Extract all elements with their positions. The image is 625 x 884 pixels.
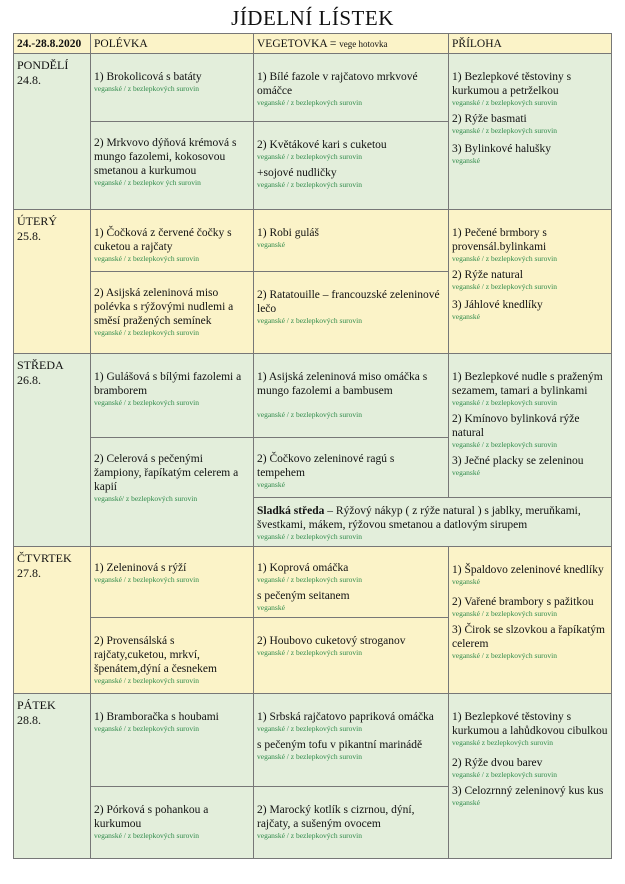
day-row-thursday bbox=[14, 547, 612, 618]
day-row-wednesday bbox=[14, 354, 612, 438]
menu-table bbox=[13, 33, 612, 859]
day-cell: PONDĚLÍ 24.8. bbox=[14, 54, 91, 210]
veg-item: 2) Houbovo cuketový stroganov veganské / z bezlepkových surovin bbox=[254, 618, 449, 694]
header-dates: 24.-28.8.2020 bbox=[14, 34, 91, 54]
veg-item: 2) Ratatouille – francouzské zeleninové lečo veganské / z bezlepkových surovin bbox=[254, 272, 449, 354]
veg-item: 1) Srbská rajčatovo papriková omáčka veganské / z bezlepkových surovin s pečeným tofu v pikantní marinádě veganské / z bezlepkových surovin bbox=[254, 694, 449, 787]
side-cell: 1) Špaldovo zeleninové knedlíky veganské 2) Vařené brambory s pažitkou veganské / z bezlepkových surovin 3) Čirok se slzovkou a řapíkatým celerem veganské / z bezlepkových surovin bbox=[449, 547, 612, 694]
day-cell: PÁTEK 28.8. bbox=[14, 694, 91, 859]
side-cell: 1) Bezlepkové nudle s praženým sezamem, tamari a bylinkami veganské / z bezlepkových surovin 2) Kmínovo bylinková rýže natural veganské / z bezlepkových surovin 3) Ječné placky se zeleninou veganské bbox=[449, 354, 612, 498]
soup-item: 2) Mrkvovo dýňová krémová s mungo fazolemi, kokosovou smetanou a kurkumou veganské / z bezlepkov ých surovin bbox=[91, 122, 254, 210]
page-title: JÍDELNÍ LÍSTEK bbox=[231, 6, 394, 30]
day-row-friday bbox=[14, 694, 612, 787]
soup-item: 2) Pórková s pohankou a kurkumou veganské / z bezlepkových surovin bbox=[91, 787, 254, 859]
veg-item: 1) Asijská zeleninová miso omáčka s mungo fazolemi a bambusem veganské / z bezlepkových surovin bbox=[254, 354, 449, 438]
day-cell: ÚTERÝ 25.8. bbox=[14, 210, 91, 354]
dessert-cell: Sladká středa – Rýžový nákyp ( z rýže natural ) s jablky, meruňkami, švestkami, mákem, rýžovou smetanou a datlovým sirupem veganské / z bezlepkových surovin bbox=[254, 498, 612, 547]
veg-item: 1) Bílé fazole v rajčatovo mrkvové omáčce veganské / z bezlepkových surovin bbox=[254, 54, 449, 122]
side-cell: 1) Bezlepkové těstoviny s kurkumou a petrželkou veganské / z bezlepkových surovin 2) Rýže basmati veganské / z bezlepkových surovin 3) Bylinkové halušky veganské bbox=[449, 54, 612, 210]
soup-item: 1) Bramboračka s houbami veganské / z bezlepkových surovin bbox=[91, 694, 254, 787]
veg-item: 2) Květákové kari s cuketou veganské / z bezlepkových surovin +sojové nudličky veganské / z bezlepkových surovin bbox=[254, 122, 449, 210]
day-cell: STŘEDA 26.8. bbox=[14, 354, 91, 547]
veg-item: 1) Robi guláš veganské bbox=[254, 210, 449, 272]
soup-item: 1) Zeleninová s rýží veganské / z bezlepkových surovin bbox=[91, 547, 254, 618]
veg-item: 2) Čočkovo zeleninové ragú s tempehem veganské bbox=[254, 438, 449, 498]
soup-item: 2) Asijská zeleninová miso polévka s rýžovými nudlemi a směsí pražených semínek veganské / z bezlepkových surovin bbox=[91, 272, 254, 354]
day-row-tuesday bbox=[14, 210, 612, 272]
header-row bbox=[14, 34, 612, 54]
soup-item: 2) Celerová s pečenými žampiony, řapíkatým celerem a kapií veganské/ z bezlepkových surovin bbox=[91, 438, 254, 547]
day-row-monday bbox=[14, 54, 612, 122]
side-cell: 1) Pečené brmbory s provensál.bylinkami veganské / z bezlepkových surovin 2) Rýže natural veganské / z bezlepkových surovin 3) Jáhlové knedlíky veganské bbox=[449, 210, 612, 354]
soup-item: 1) Čočková z červené čočky s cuketou a rajčaty veganské / z bezlepkových surovin bbox=[91, 210, 254, 272]
day-cell: ČTVRTEK 27.8. bbox=[14, 547, 91, 694]
soup-item: 2) Provensálská s rajčaty,cuketou, mrkví, špenátem,dýní a česnekem veganské / z bezlepkových surovin bbox=[91, 618, 254, 694]
dessert-label: Sladká středa bbox=[257, 505, 325, 517]
header-soup: POLÉVKA bbox=[91, 34, 254, 54]
veg-item: 1) Koprová omáčka veganské / z bezlepkových surovin s pečeným seitanem veganské bbox=[254, 547, 449, 618]
soup-item: 1) Brokolicová s batáty veganské / z bezlepkových surovin bbox=[91, 54, 254, 122]
header-veg: VEGETOVKA = vege hotovka bbox=[254, 34, 449, 54]
side-cell: 1) Bezlepkové těstoviny s kurkumou a lahůdkovou cibulkou veganské z bezlepkových surovin 2) Rýže dvou barev veganské / z bezlepkových surovin 3) Celozrnný zeleninový kus kus veganské bbox=[449, 694, 612, 859]
header-side: PŘÍLOHA bbox=[449, 34, 612, 54]
soup-item: 1) Gulášová s bílými fazolemi a bramborem veganské / z bezlepkových surovin bbox=[91, 354, 254, 438]
veg-item: 2) Marocký kotlík s cizrnou, dýní, rajčaty, a sušeným ovocem veganské / z bezlepkových surovin bbox=[254, 787, 449, 859]
